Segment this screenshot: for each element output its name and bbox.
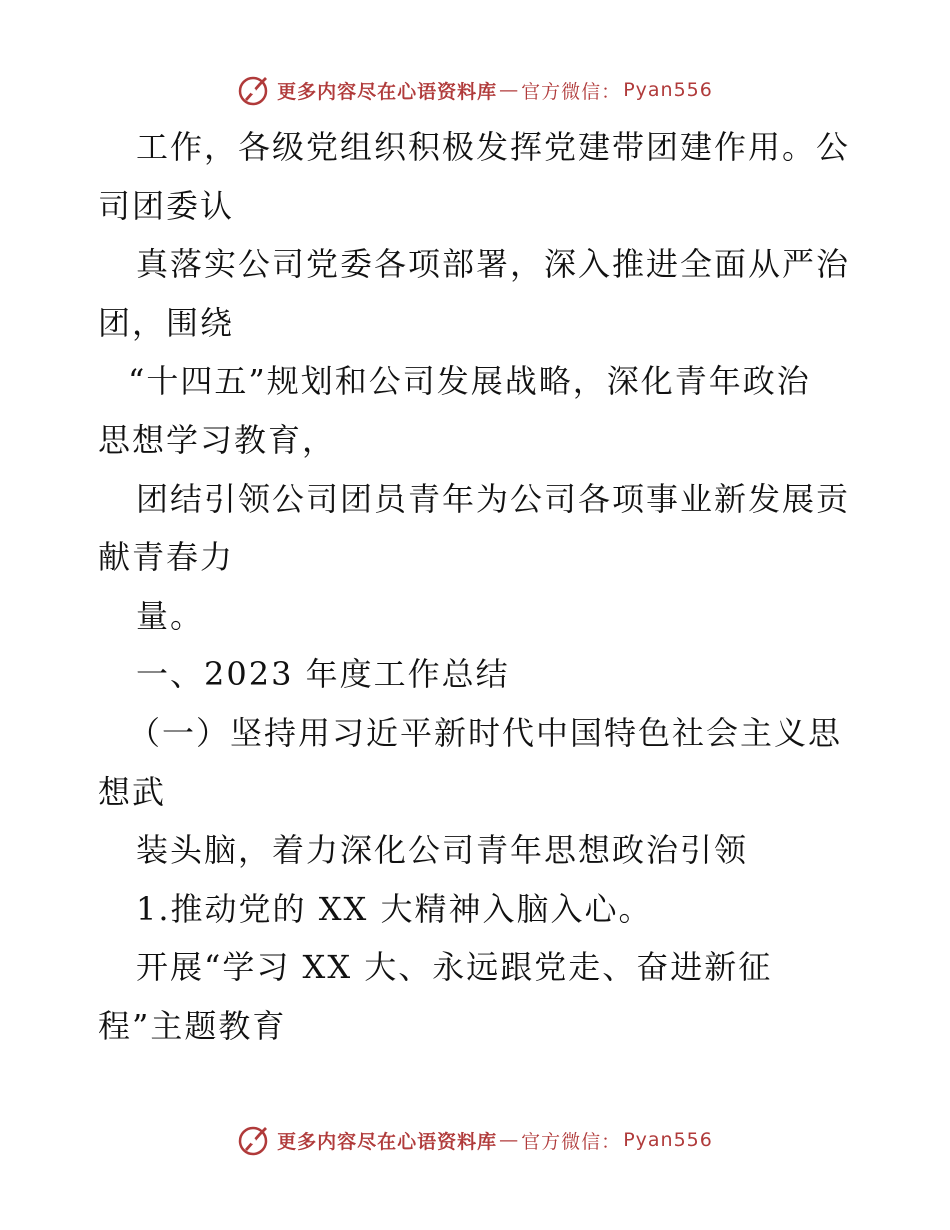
section-heading: 一、2023 年度工作总结 <box>136 655 510 694</box>
body-line: 真落实公司党委各项部署，深入推进全面从严治 <box>136 245 851 284</box>
watermark-separator: — <box>499 1129 520 1151</box>
body-line: 团，围绕 <box>98 303 235 342</box>
watermark-separator: — <box>499 79 520 101</box>
body-line: 司团委认 <box>98 186 235 225</box>
body-line: 想武 <box>98 772 167 811</box>
watermark-wechat-id: Pyan556 <box>623 79 713 101</box>
watermark-official-label: 官方微信： <box>521 1130 622 1153</box>
body-line: 程”主题教育 <box>98 1006 287 1045</box>
body-line: 量。 <box>136 596 205 635</box>
body-line: 工作，各级党组织积极发挥党建带团建作用。公 <box>136 128 851 166</box>
body-line: 团结引领公司团员青年为公司各项事业新发展贡 <box>136 479 851 518</box>
body-line: 献青春力 <box>98 538 235 577</box>
body-line: 思想学习教育， <box>98 420 337 459</box>
watermark-brand: 更多内容尽在心语资料库 <box>277 80 498 103</box>
watermark-brand: 更多内容尽在心语资料库 <box>277 1130 498 1153</box>
pen-nib-logo-icon <box>237 1123 273 1157</box>
numbered-item: 1.推动党的 XX 大精神入脑入心。 <box>136 889 653 928</box>
body-line: 装头脑，着力深化公司青年思想政治引领 <box>136 831 749 870</box>
document-body <box>98 118 858 1056</box>
footer-watermark <box>0 1120 950 1160</box>
subsection-heading: （一）坚持用习近平新时代中国特色社会主义思 <box>128 713 843 752</box>
header-watermark <box>0 70 950 110</box>
watermark-wechat-id: Pyan556 <box>623 1129 713 1151</box>
pen-nib-logo-icon <box>237 73 273 107</box>
body-line: “十四五”规划和公司发展战略，深化青年政治 <box>128 362 811 401</box>
body-line: 开展“学习 XX 大、永远跟党走、奋进新征 <box>136 948 773 987</box>
watermark-official-label: 官方微信： <box>521 80 622 103</box>
